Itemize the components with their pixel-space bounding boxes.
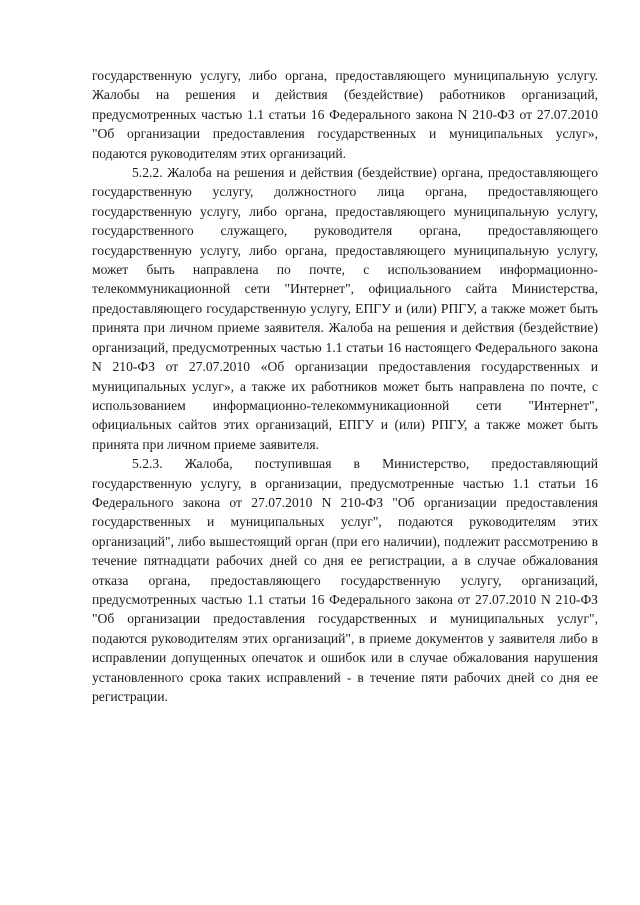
document-body — [92, 66, 598, 706]
paragraph-continuation: государственную услугу, либо органа, предоставляющего муниципальную услугу. Жалобы на решения и действия (бездействие) работников организаций, предусмотренных частью 1.1 статьи 16 Федерального закона N 210-ФЗ от 27.07.2010 "Об организации предоставления государственных и муниципальных услуг», подаются руководителям этих организаций. — [92, 68, 598, 161]
paragraph-5-2-3: 5.2.3. Жалоба, поступившая в Министерство, предоставляющий государственную услугу, в организации, предусмотренные частью 1.1 статьи 16 Федерального закона от 27.07.2010 N 210-ФЗ "Об организации предоставления государственных и муниципальных услуг", подаются руководителям этих организаций", либо вышестоящий орган (при его наличии), подлежит рассмотрению в течение пятнадцати рабочих дней со дня ее регистрации, а в случае обжалования отказа органа, предоставляющего государственную услугу, организаций, предусмотренных частью 1.1 статьи 16 Федерального закона от 27.07.2010 N 210-ФЗ "Об организации предоставления государственных и муниципальных услуг", подаются руководителям этих организаций", в приеме документов у заявителя либо в исправлении допущенных опечаток и ошибок или в случае обжалования нарушения установленного срока таких исправлений - в течение пяти рабочих дней со дня ее регистрации. — [92, 456, 598, 704]
paragraph-5-2-2: 5.2.2. Жалоба на решения и действия (бездействие) органа, предоставляющего государственную услугу, должностного лица органа, предоставляющего государственную услугу, либо органа, предоставляющего муниципальную услугу, государственного служащего, руководителя органа, предоставляющего государственную услугу, либо органа, предоставляющего муниципальную услугу, может быть направлена по почте, с использованием информационно-телекоммуникационной сети "Интернет", официального сайта Министерства, предоставляющего государственную услугу, ЕПГУ и (или) РПГУ, а также может быть принята при личном приеме заявителя. Жалоба на решения и действия (бездействие) организаций, предусмотренных частью 1.1 статьи 16 настоящего Федерального закона N 210-ФЗ от 27.07.2010 «Об организации предоставления государственных и муниципальных услуг», а также их работников может быть направлена по почте, с использованием информационно-телекоммуникационной сети "Интернет", официальных сайтов этих организаций, ЕПГУ и (или) РПГУ, а также может быть принята при личном приеме заявителя. — [92, 165, 598, 452]
